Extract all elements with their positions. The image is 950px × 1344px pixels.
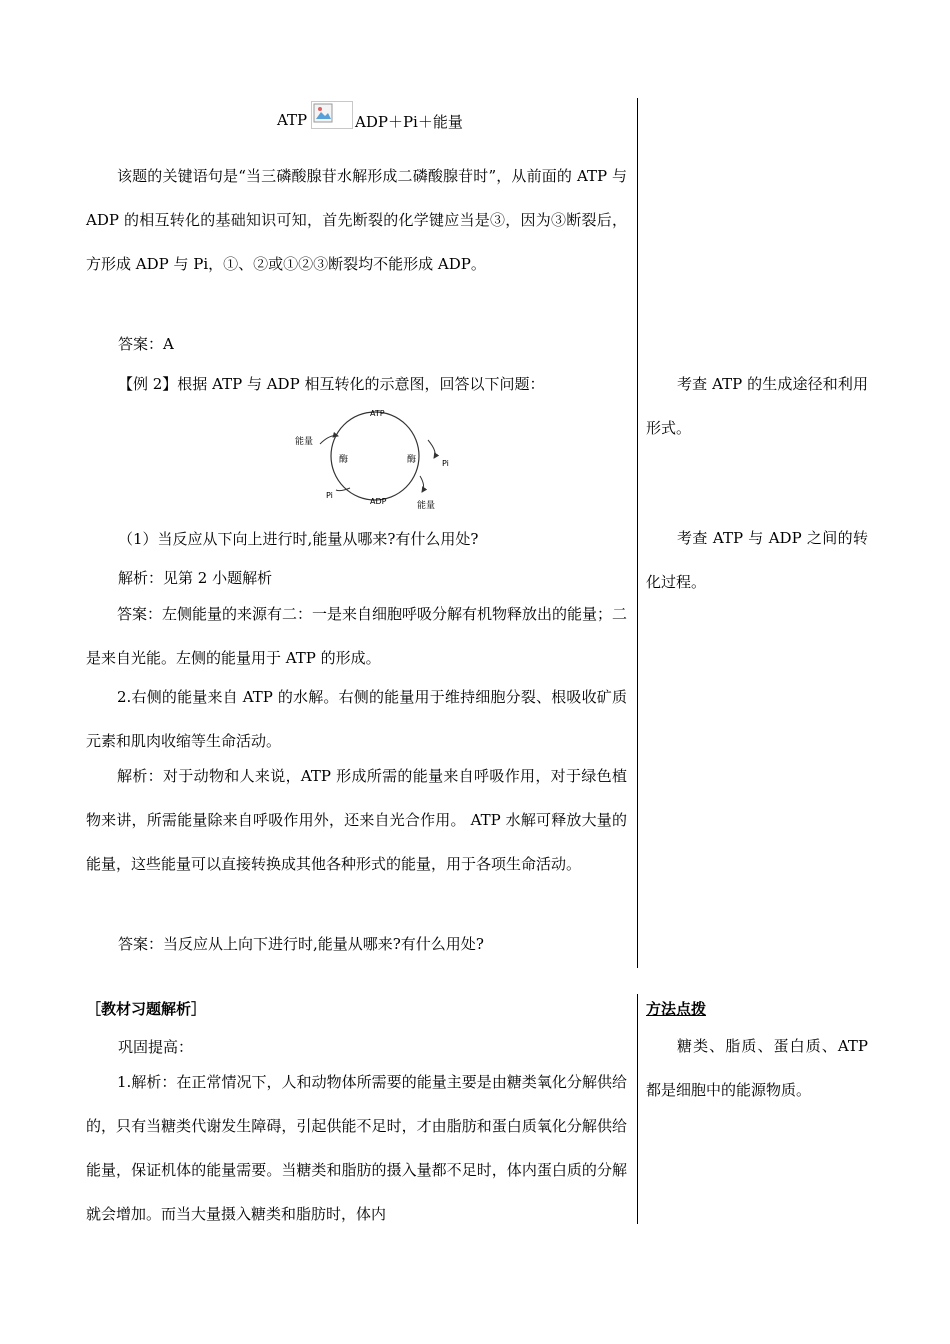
- example2-q1: （1）当反应从下向上进行时,能量从哪来?有什么用处?: [118, 530, 479, 548]
- section2-paragraph: 1.解析：在正常情况下，人和动物体所需要的能量主要是由糖类氧化分解供给的，只有当糖类代谢发生障碍，引起供能不足时，才由脂肪和蛋白质氧化分解供给能量，保证机体的能量需要。当糖类和脂肪的摄入量都不足时，体内蛋白质的分解就会增加。而当大量摄入糖类和脂肪时，体内: [86, 1073, 627, 1223]
- sidebar-bottom-text: 糖类、脂质、蛋白质、ATP 都是细胞中的能源物质。: [646, 1037, 868, 1099]
- formula-right: ADP＋Pi＋能量: [355, 113, 463, 131]
- example2-answer2: 2.右侧的能量来自 ATP 的水解。右侧的能量用于维持细胞分裂、根吸收矿质元素和肌肉收缩等生命活动。: [86, 688, 627, 750]
- example2-analysis-ref: 解析：见第 2 小题解析: [118, 569, 273, 587]
- pi-out-arrow: [428, 440, 435, 458]
- label-energy-left: 能量: [295, 437, 314, 447]
- label-pi-right: Pi: [442, 459, 449, 468]
- broken-image-icon: [311, 101, 353, 129]
- section2-subtitle: 巩固提高：: [118, 1038, 194, 1056]
- example2-title: 【例 2】根据 ATP 与 ADP 相互转化的示意图，回答以下问题：: [118, 375, 545, 393]
- q1-answer: 答案：A: [118, 335, 174, 353]
- sidebar-note-2: 考查 ATP 与 ADP 之间的转化过程。: [646, 529, 868, 591]
- example2-answer1: 答案：左侧能量的来源有二：一是来自细胞呼吸分解有机物释放出的能量；二是来自光能。左侧的能量用于 ATP 的形成。: [86, 605, 628, 667]
- example2-answer-last: 答案：当反应从上向下进行时,能量从哪来?有什么用处?: [118, 935, 484, 953]
- label-enzyme-left: 酶: [339, 455, 349, 465]
- sidebar-bottom-title: 方法点拨: [646, 1000, 707, 1018]
- q1-paragraph: 该题的关键语句是“当三磷酸腺苷水解形成二磷酸腺苷时”，从前面的 ATP 与 ADP 的相互转化的基础知识可知，首先断裂的化学键应当是③，因为③断裂后，方形成 ADP 与 Pi，①、②或①②③断裂均不能形成 ADP。: [86, 167, 627, 273]
- label-pi-left: Pi: [326, 491, 333, 500]
- sidebar-note-1: 考查 ATP 的生成途径和利用形式。: [646, 375, 868, 437]
- column-divider-bottom: [637, 994, 638, 1224]
- energy-out-arrow: [420, 476, 424, 492]
- label-adp: ADP: [370, 497, 387, 506]
- label-energy-right: 能量: [417, 501, 436, 511]
- atp-adp-cycle-diagram: [290, 400, 470, 512]
- section2-title: ［教材习题解析］: [86, 1000, 207, 1018]
- formula-left: ATP: [277, 111, 308, 129]
- column-divider-top: [637, 98, 638, 968]
- example2-analysis: 解析：对于动物和人来说，ATP 形成所需的能量来自呼吸作用，对于绿色植物来讲，所需能量除来自呼吸作用外，还来自光合作用。 ATP 水解可释放大量的能量，这些能量可以直接转换成其他各种形式的能量，用于各项生命活动。: [86, 767, 627, 873]
- label-atp: ATP: [370, 409, 385, 418]
- label-enzyme-right: 酶: [407, 455, 417, 465]
